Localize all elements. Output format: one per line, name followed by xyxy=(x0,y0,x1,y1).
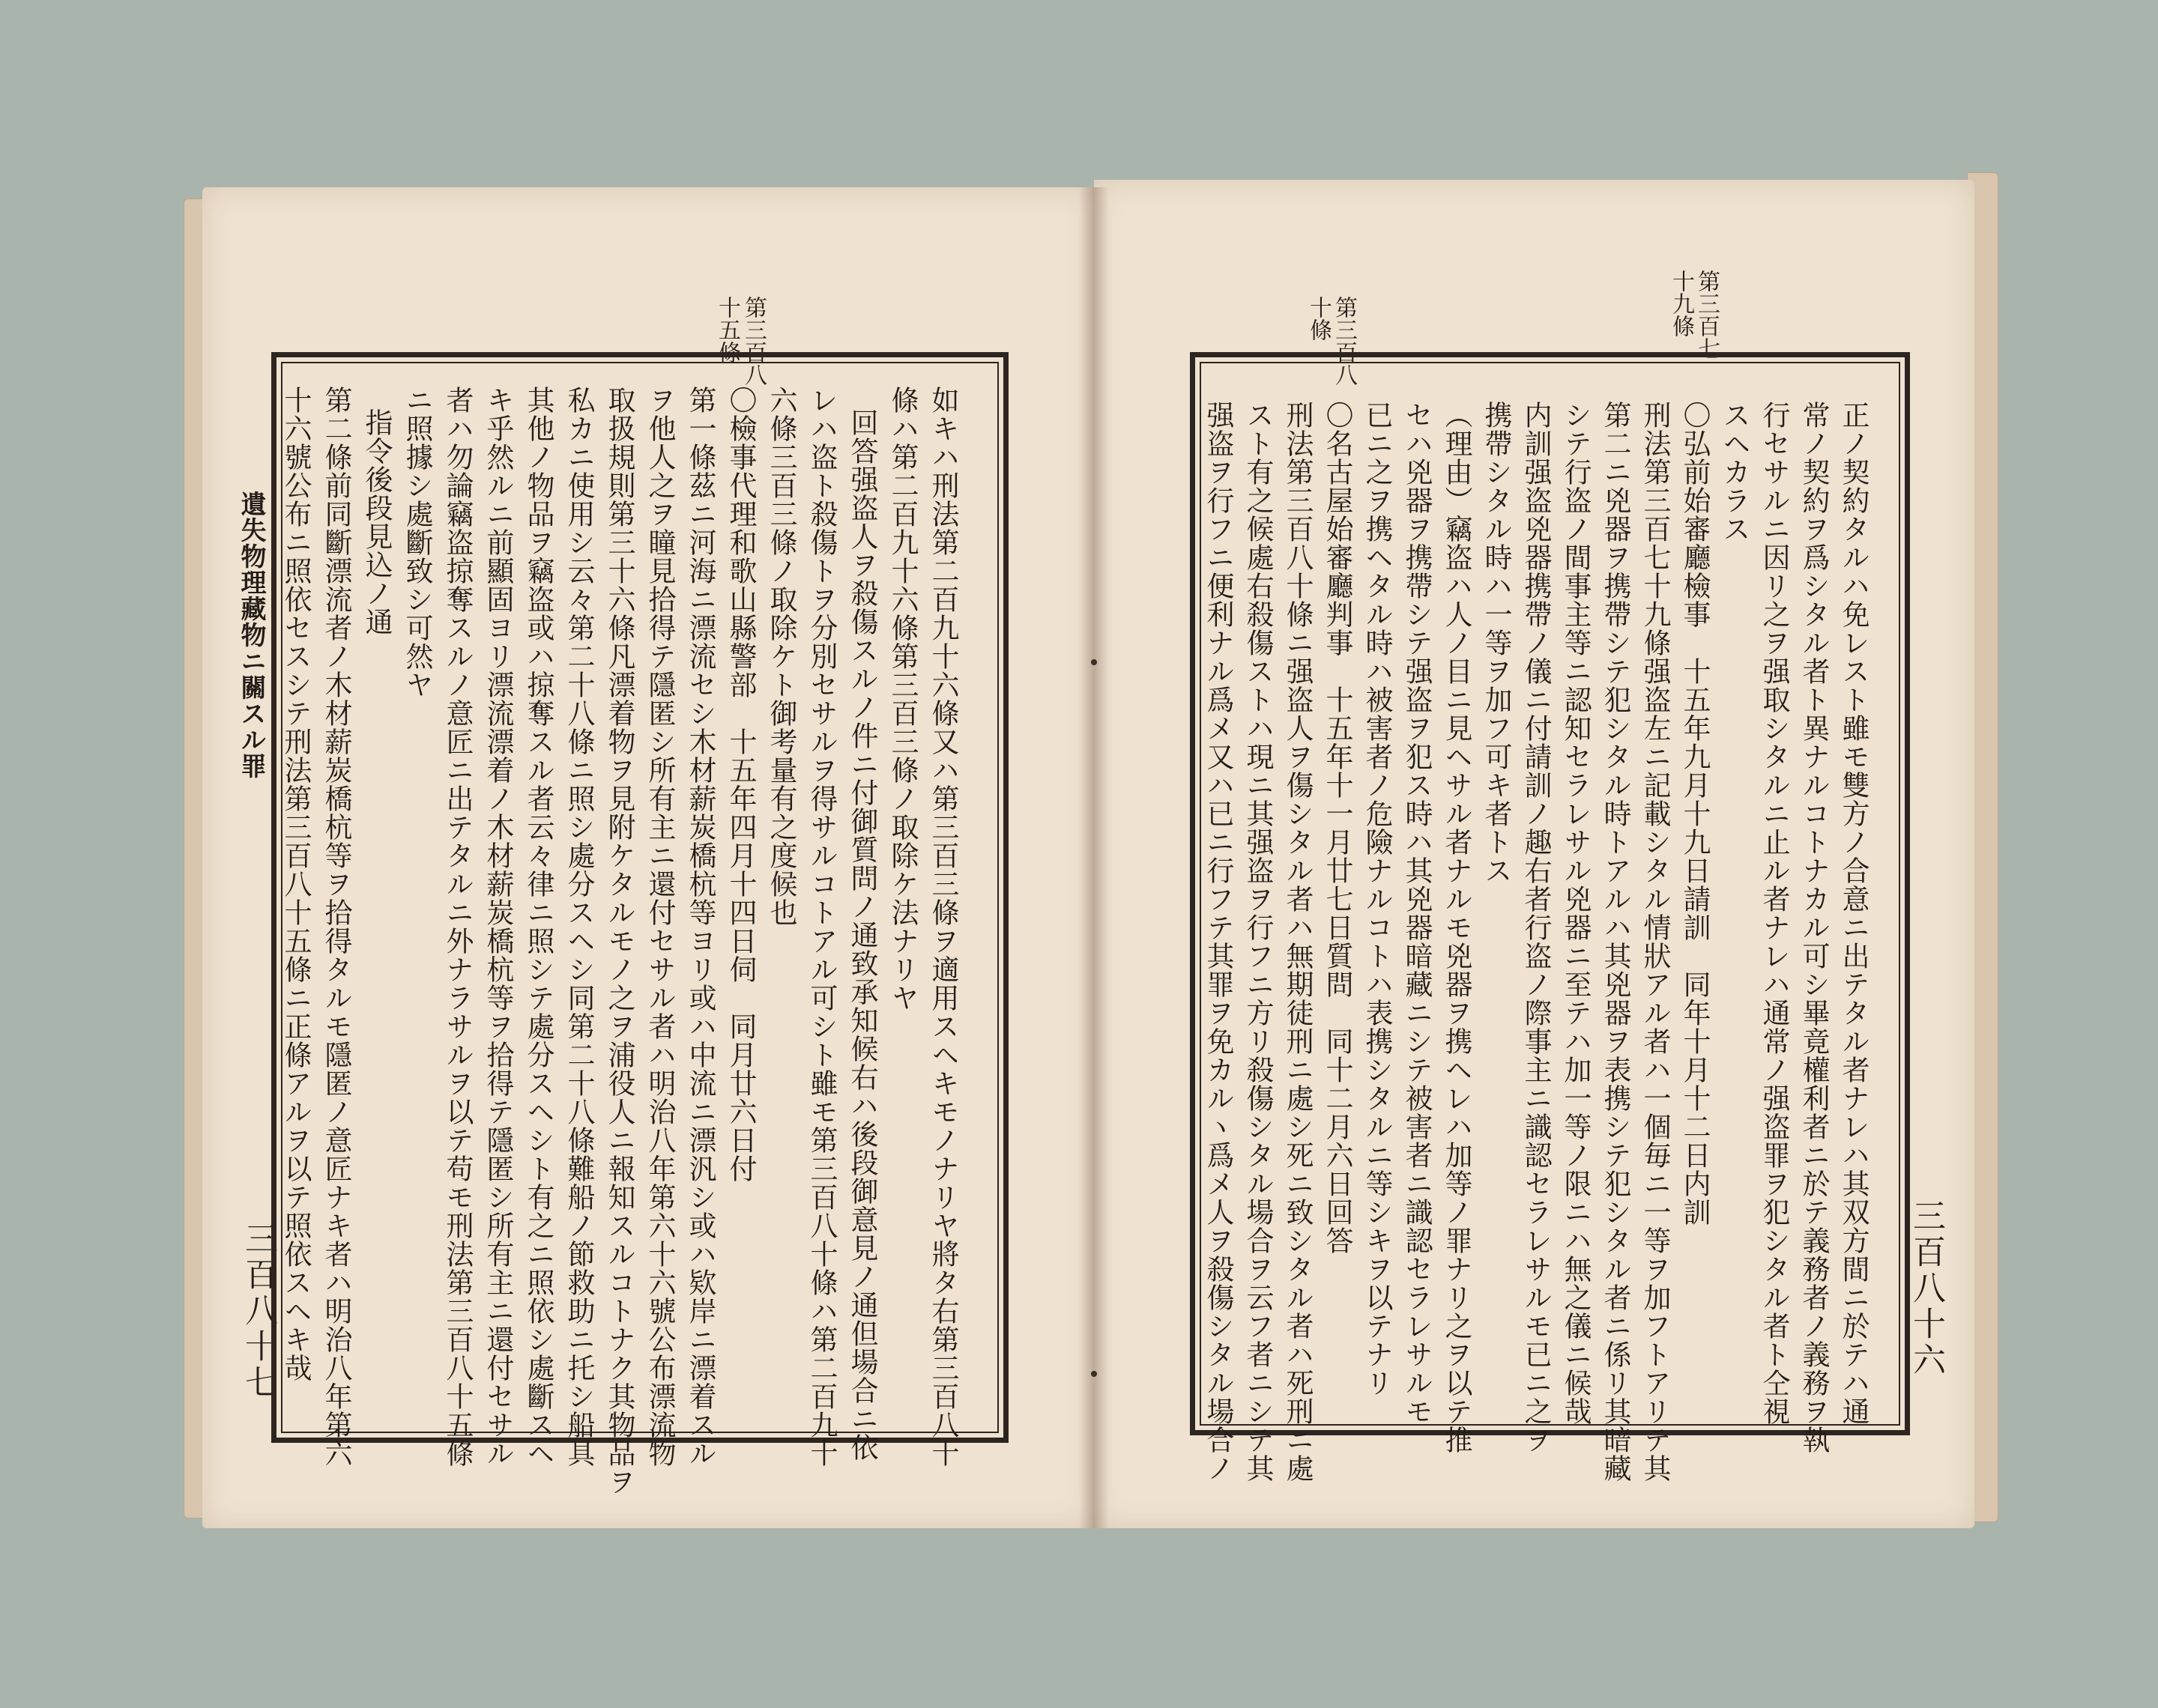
text-line: 第二條前同斷漂流者ノ木材薪炭橋杭等ヲ拾得タルモ隱匿ノ意匠ナキ者ハ明治八年第六 xyxy=(320,386,352,1468)
text-line: 私カニ使用シ云々第二十八條ニ照シ處分スヘシ同第二十八條難船ノ節救助ニ托シ船具 xyxy=(563,386,595,1468)
binding-stitch xyxy=(1091,1371,1097,1377)
article-head-left: 第三百八 xyxy=(740,296,767,386)
text-line: 刑法第三百八十條ニ强盗人ヲ傷シタル者ハ無期徒刑ニ處シ死ニ致シタル者ハ死刑ニ處 xyxy=(1281,401,1314,1483)
text-line: 其他ノ物品ヲ竊盗或ハ掠奪スル者云々律ニ照シテ處分スヘシト有之ニ照依シ處斷スヘ xyxy=(522,386,554,1468)
text-line: シテ行盗ノ間事主等ニ認知セラレサル兇器ニ至テハ加一等ノ限ニハ無之儀ニ候哉 xyxy=(1559,401,1592,1426)
binding-stitch xyxy=(1091,659,1097,665)
article-head-left: 十五條 xyxy=(714,296,740,363)
text-line: 取扱規則第三十六條凡漂着物ヲ見附ケタルモノ之ヲ浦役人ニ報知スルコトナク其物品ヲ xyxy=(603,386,635,1496)
text-line: 正ノ契約タルハ免レスト雖モ雙方ノ合意ニ出テタル者ナレハ其双方間ニ於テハ通 xyxy=(1837,401,1870,1426)
running-title: 遺失物理藏物ニ關スル罪 xyxy=(236,491,266,779)
text-line: 强盗ヲ行フニ便利ナル爲メ又ハ已ニ行フテ其罪ヲ免カルヽ爲メ人ヲ殺傷シタル場合ノ xyxy=(1202,401,1234,1483)
text-line: 〇弘前始審廳檢事 十五年九月十九日請訓 同年十月十二日内訓 xyxy=(1678,401,1711,1226)
text-line: スヘカラス xyxy=(1718,401,1750,543)
text-line: 常ノ契約ヲ爲シタル者ト異ナルコトナカル可シ畢竟權利者ニ於テ義務者ノ義務ヲ執 xyxy=(1798,401,1830,1454)
text-line: ヲ他人之ヲ瞳見拾得テ隱匿シ所有主ニ還付セサル者ハ明治八年第六十六號公布漂流物 xyxy=(644,386,676,1468)
text-line: レハ盗ト殺傷トヲ分別セサルヲ得サルコトアル可シト雖モ第三百八十條ハ第二百九十 xyxy=(806,386,838,1468)
text-line: 携帶シタル時ハ一等ヲ加フ可キ者トス xyxy=(1480,401,1512,885)
text-line: 第二ニ兇器ヲ携帶シテ犯シタル時トアルハ其兇器ヲ表携シテ犯シタル者ニ係リ其暗藏 xyxy=(1599,401,1631,1483)
text-line: 十六號公布ニ照依セスシテ刑法第三百八十五條ニ正條アルヲ以テ照依スヘキ哉 xyxy=(279,386,312,1382)
text-line: 六條三百三條ノ取除ケト御考量有之度候也 xyxy=(765,386,797,927)
article-head-right: 十九條 xyxy=(1668,270,1694,337)
text-line: 者ハ勿論竊盗掠奪スルノ意匠ニ出テタルニ外ナラサルヲ以テ苟モ刑法第三百八十五條 xyxy=(441,386,474,1468)
text-line: 已ニ之ヲ携ヘタル時ハ被害者ノ危險ナルコトハ表携シタルニ等シキヲ以テナリ xyxy=(1361,401,1393,1397)
page-number-right: 三百八十六 xyxy=(1907,1199,1945,1378)
text-line: 刑法第三百七十九條强盗左ニ記載シタル情狀アル者ハ一個毎ニ一等ヲ加フトアリテ其 xyxy=(1639,401,1671,1483)
text-line: セハ兇器ヲ携帶シテ强盗ヲ犯ス時ハ其兇器暗藏ニシテ被害者ニ識認セラレサルモ xyxy=(1400,401,1433,1426)
text-line: 行セサルニ因リ之ヲ强取シタルニ止ル者ナレハ通常ノ强盗罪ヲ犯シタル者ト仝視 xyxy=(1758,401,1790,1426)
article-head-right: 十條 xyxy=(1305,296,1332,341)
text-line: 條ハ第二百九十六條第三百三條ノ取除ケ法ナリヤ xyxy=(886,386,919,1012)
text-line: 第一條茲ニ河海ニ漂流セシ木材薪炭橋杭等ヨリ或ハ中流ニ漂汎シ或ハ欵岸ニ漂着スル xyxy=(684,386,716,1468)
text-line: 指令後段見込ノ通 xyxy=(360,408,393,636)
text-line: 内訓强盗兇器携帶ノ儀ニ付請訓ノ趣右者行盗ノ際事主ニ識認セラレサルモ已ニ之ヲ xyxy=(1520,401,1552,1454)
article-head-right: 第三百八 xyxy=(1331,296,1357,386)
text-line: キ乎然ルニ前顯固ヨリ漂流漂着ノ木材薪炭橋杭等ヲ拾得テ隱匿シ所有主ニ還付セサル xyxy=(482,386,514,1468)
text-line: 如キハ刑法第二百九十六條又ハ第三百三條ヲ適用スヘキモノナリヤ將タ右第三百八十 xyxy=(927,386,959,1468)
text-line: 〇檢事代理和歌山縣警部 十五年四月十四日伺 同月廿六日付 xyxy=(725,386,757,1183)
text-line: 回答强盗人ヲ殺傷スルノ件ニ付御質問ノ通致承知候右ハ後段御意見ノ通但場合ニ依 xyxy=(846,408,878,1462)
page-number-left: 三百八十七 xyxy=(239,1221,277,1401)
text-line: スト有之候處右殺傷ストハ現ニ其强盗ヲ行フニ方リ殺傷シタル場合ヲ云フ者ニシテ其 xyxy=(1242,401,1274,1483)
text-line: ニ照據シ處斷致シ可然ヤ xyxy=(401,386,433,699)
article-head-right: 第三百七 xyxy=(1693,270,1720,360)
book-gutter xyxy=(1079,187,1109,1528)
text-line: （理由）竊盗ハ人ノ目ニ見ヘサル者ナルモ兇器ヲ携ヘレハ加等ノ罪ナリ之ヲ以テ推 xyxy=(1440,401,1472,1454)
text-line: 〇名古屋始審廳判事 十五年十一月廿七日質問 同十二月六日回答 xyxy=(1321,401,1353,1255)
